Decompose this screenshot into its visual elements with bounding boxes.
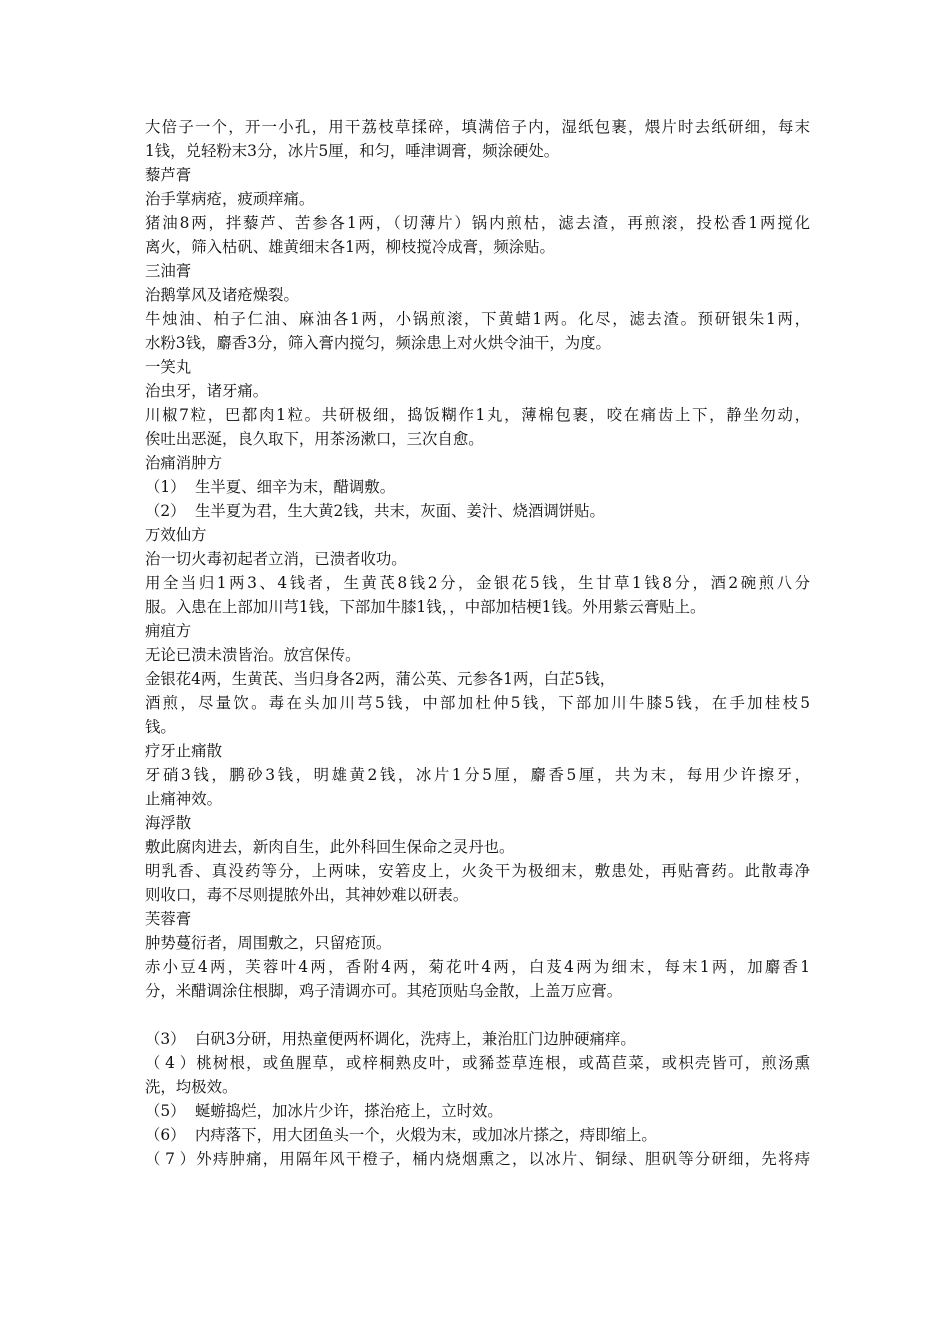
item-number: （5） — [145, 1102, 186, 1120]
item-number: （2） — [145, 502, 186, 520]
line-text: 一笑丸 — [145, 358, 192, 376]
text-line — [145, 715, 810, 739]
blank-line — [145, 1003, 810, 1027]
line-text: 猪油8两，拌藜芦、苦参各1两，（切薄片）锅内煎枯，滤去渣，再煎滚，投松香1两搅化 — [145, 214, 810, 232]
text-line — [145, 283, 810, 307]
text-line — [145, 571, 810, 595]
line-text: 桃树根，或鱼腥草，或梓桐熟皮叶，或豨莶草连根，或萵苣菜，或枳壳皆可，煎汤熏 — [195, 1054, 810, 1072]
text-line — [145, 595, 810, 619]
text-line — [145, 139, 810, 163]
line-text: 川椒7粒，巴都肉1粒。共研极细，捣饭糊作1丸，薄棉包裹，咬在痛齿上下，静坐勿动， — [145, 406, 810, 424]
line-text: 服。入患在上部加川芎1钱，下部加牛膝1钱，，中部加桔梗1钱。外用紫云膏贴上。 — [145, 598, 706, 616]
line-text: 治虫牙，诸牙痛。 — [145, 382, 269, 400]
line-text: 赤小豆4两，芙蓉叶4两，香附4两，菊花叶4两，白芨4两为细末，每末1两，加麝香1 — [145, 958, 810, 976]
text-line — [145, 835, 810, 859]
text-line — [145, 1123, 810, 1147]
item-number: （1） — [145, 478, 186, 496]
text-line — [145, 331, 810, 355]
text-line — [145, 307, 810, 331]
line-text: 金银花4两，生黄芪、当归身各2两，蒲公英、元参各1两，白芷5钱， — [145, 670, 616, 688]
line-text: 生半夏、细辛为末，醋调敷。 — [195, 478, 396, 496]
text-line — [145, 979, 810, 1003]
line-text: 牛烛油、柏子仁油、麻油各1两，小锅煎滚，下黄蜡1两。化尽，滤去渣。预研银朱1两， — [145, 310, 810, 328]
line-text: 止痛神效。 — [145, 790, 222, 808]
text-line — [145, 1075, 810, 1099]
line-text: 酒煎，尽量饮。毒在头加川芎5钱，中部加杜仲5钱，下部加川牛膝5钱，在手加桂枝5 — [145, 694, 810, 712]
text-line — [145, 427, 810, 451]
text-line — [145, 235, 810, 259]
text-line — [145, 355, 810, 379]
text-line — [145, 499, 810, 523]
line-text: 外痔肿痛，用隔年风干橙子，桶内烧烟熏之，以冰片、铜绿、胆矾等分研细，先将痔 — [195, 1150, 810, 1168]
line-text: 牙硝3钱，鹏砂3钱，明雄黄2钱，冰片1分5厘，麝香5厘，共为末，每用少许擦牙， — [145, 766, 810, 784]
line-text: 分，米醋调涂住根脚，鸡子清调亦可。其疮顶贴乌金散，上盖万应膏。 — [145, 982, 623, 1000]
text-line — [145, 211, 810, 235]
line-text: 洗，均极效。 — [145, 1078, 238, 1096]
text-line — [145, 907, 810, 931]
line-text: 水粉3钱，麝香3分，筛入膏内搅匀，频涂患上对火烘令油干，为度。 — [145, 334, 611, 352]
text-line — [145, 547, 810, 571]
line-text: 白矾3分研，用热童便两杯调化，洗痔上，兼治肛门边肿硬痛痒。 — [195, 1030, 636, 1048]
line-text: 敷此腐肉进去，新肉自生，此外科回生保命之灵丹也。 — [145, 838, 515, 856]
text-line — [145, 811, 810, 835]
text-line — [145, 1027, 810, 1051]
text-line — [145, 187, 810, 211]
line-text: 万效仙方 — [145, 526, 207, 544]
text-line — [145, 403, 810, 427]
text-line — [145, 667, 810, 691]
line-text: 钱。 — [145, 718, 176, 736]
line-text: 俟吐出恶涎，良久取下，用茶汤漱口，三次自愈。 — [145, 430, 484, 448]
text-line — [145, 475, 810, 499]
text-line — [145, 931, 810, 955]
text-line — [145, 1099, 810, 1123]
text-line — [145, 1147, 810, 1171]
line-text: 大倍子一个，开一小孔，用干荔枝草揉碎，填满倍子内，湿纸包裹，煨片时去纸研细，每末 — [145, 118, 810, 136]
text-line — [145, 643, 810, 667]
text-line — [145, 451, 810, 475]
line-text: 离火，筛入枯矾、雄黄细末各1两，柳枝搅冷成膏，频涂贴。 — [145, 238, 555, 256]
item-number: （4） — [145, 1054, 195, 1072]
line-text: 治鹅掌风及诸疮燥裂。 — [145, 286, 299, 304]
document-page — [145, 115, 810, 1171]
text-line — [145, 955, 810, 979]
line-text: 用全当归1两3、4钱者，生黄芪8钱2分，金银花5钱，生甘草1钱8分，酒2碗煎八分 — [145, 574, 810, 592]
line-text: 疗牙止痛散 — [145, 742, 222, 760]
item-number: （6） — [145, 1126, 186, 1144]
line-text: 内痔落下，用大团鱼头一个，火煅为末，或加冰片搽之，痔即缩上。 — [195, 1126, 657, 1144]
text-line — [145, 259, 810, 283]
line-text: 生半夏为君，生大黄2钱，共末，灰面、姜汁、烧酒调饼贴。 — [195, 502, 605, 520]
line-text: 无论已溃未溃皆治。放宫保传。 — [145, 646, 361, 664]
text-line — [145, 739, 810, 763]
document-body — [145, 115, 810, 1171]
text-line — [145, 115, 810, 139]
line-text: 芙蓉膏 — [145, 910, 192, 928]
text-line — [145, 883, 810, 907]
text-line — [145, 523, 810, 547]
text-line — [145, 763, 810, 787]
line-text: 1钱，兑轻粉末3分，冰片5厘，和匀，唾津调膏，频涂硬处。 — [145, 142, 560, 160]
line-text: 治痛消肿方 — [145, 454, 222, 472]
text-line — [145, 1051, 810, 1075]
text-line — [145, 859, 810, 883]
item-number: （3） — [145, 1030, 186, 1048]
text-line — [145, 619, 810, 643]
line-text: 蜒蝣捣烂，加冰片少许，搽治疮上，立时效。 — [195, 1102, 503, 1120]
line-text: 痈疽方 — [145, 622, 192, 640]
line-text: 明乳香、真没药等分，上两味，安箬皮上，火灸干为极细末，敷患处，再贴膏药。此散毒净 — [145, 862, 810, 880]
line-text: 则收口，毒不尽则提脓外出，其神妙难以研表。 — [145, 886, 469, 904]
text-line — [145, 691, 810, 715]
text-line — [145, 787, 810, 811]
line-text: 海浮散 — [145, 814, 192, 832]
line-text: 治手掌病疮，疲顽痒痛。 — [145, 190, 315, 208]
line-text: 藜芦膏 — [145, 166, 192, 184]
item-number: （7） — [145, 1150, 195, 1168]
line-text: 肿势蔓衍者，周围敷之，只留疮顶。 — [145, 934, 392, 952]
text-line — [145, 163, 810, 187]
line-text: 治一切火毒初起者立消，已溃者收功。 — [145, 550, 407, 568]
line-text: 三油膏 — [145, 262, 192, 280]
text-line — [145, 379, 810, 403]
